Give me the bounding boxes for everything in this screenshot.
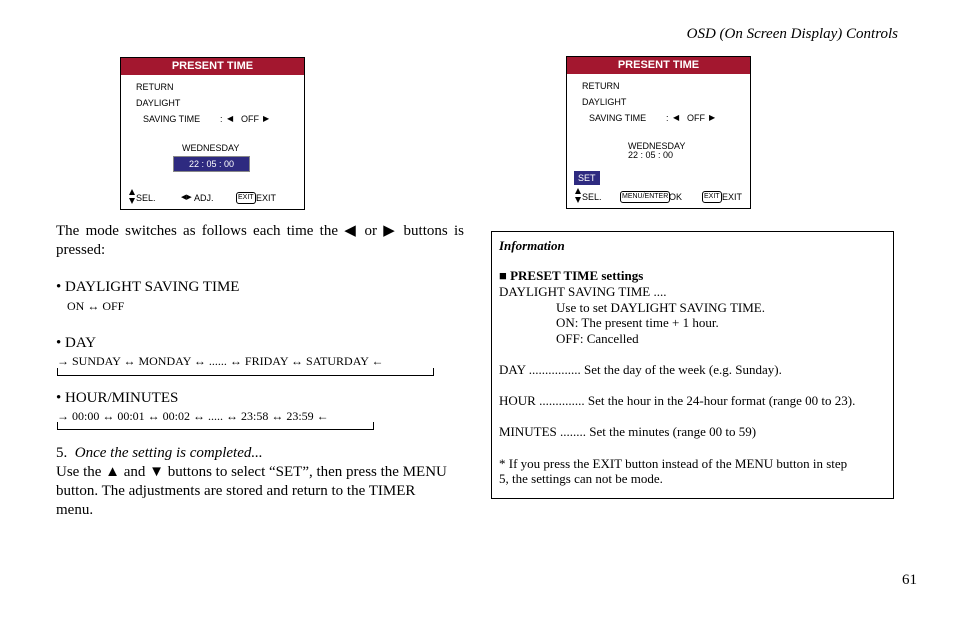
osd-saving-time: SAVING TIME [143,114,201,124]
hour-loop-line [57,422,374,430]
day-sequence: → SUNDAY ↔ MONDAY ↔ ...... ↔ FRIDAY ↔ SATURDAY ← [57,354,384,368]
osd-ok: OK [669,192,683,202]
info-day: DAY ................ Set the day of the week (e.g. Sunday). [499,362,782,377]
step-number: 5. [56,445,68,461]
osd-saving-time: SAVING TIME [589,113,647,123]
osd-sel: SEL. [582,192,602,202]
osd-sel: SEL. [136,193,156,203]
info-dst-label: DAYLIGHT SAVING TIME .... [499,284,667,299]
info-subheading: ■ PRESET TIME settings [499,268,644,283]
osd-title: PRESENT TIME [567,57,750,74]
info-dst-desc-1: Use to set DAYLIGHT SAVING TIME. [556,300,765,315]
step-title: Once the setting is completed... [74,445,263,461]
osd-colon: : [220,114,223,124]
day-heading: • DAY [56,335,97,351]
osd-set-button[interactable]: SET [574,171,600,185]
osd-off-value: OFF [687,113,705,123]
page-number: 61 [902,572,917,588]
information-box [491,231,894,499]
step-line-3: menu. [56,502,94,518]
info-heading: Information [499,238,565,253]
up-down-arrow-icon [575,188,581,203]
exit-key-icon: EXIT [236,191,256,204]
hour-sequence: → 00:00 ↔ 00:01 ↔ 00:02 ↔ ..... ↔ 23:58 ↔ 23:59 ← [57,409,329,423]
right-arrow-icon: ▶ [709,113,716,122]
osd-day: WEDNESDAY [628,141,686,151]
osd-time-display: 22 : 05 : 00 [173,156,250,172]
osd-daylight: DAYLIGHT [582,97,627,107]
osd-title: PRESENT TIME [121,58,304,75]
osd-screen-left [120,57,305,210]
info-dst-desc-2: ON: The present time + 1 hour. [556,315,719,330]
up-down-arrow-icon [129,189,135,204]
page-header: OSD (On Screen Display) Controls [686,26,898,42]
osd-return: RETURN [136,82,174,92]
info-dst-desc-3: OFF: Cancelled [556,331,639,346]
dst-sequence: ON ↔ OFF [67,299,125,313]
osd-adj: ADJ. [194,193,214,203]
step-heading [56,444,263,463]
osd-daylight: DAYLIGHT [136,98,181,108]
osd-time-display: 22 : 05 : 00 [628,150,674,160]
hour-heading: • HOUR/MINUTES [56,390,179,406]
osd-return: RETURN [582,81,620,91]
step-line-2: button. The adjustments are stored and return to the TIMER [56,483,416,499]
osd-exit: EXIT [722,192,743,202]
exit-key-icon: EXIT [702,190,722,203]
left-arrow-icon: ◀ [673,113,680,122]
info-hour: HOUR .............. Set the hour in the 24-hour format (range 00 to 23). [499,393,856,408]
osd-day: WEDNESDAY [182,143,240,153]
osd-off-value: OFF [241,114,259,124]
left-arrow-icon: ◀ [227,114,234,123]
osd-colon: : [666,113,669,123]
day-loop-line [57,368,434,376]
menu-enter-key-icon: MENU/ENTER [620,190,670,203]
osd-screen-right [566,56,751,209]
intro-paragraph: The mode switches as follows each time the ◀ or ▶ buttons is pressed: [56,223,464,258]
info-minutes: MINUTES ........ Set the minutes (range 00 to 59) [499,424,757,439]
info-note-2: 5, the settings can not be mode. [499,471,663,486]
step-line-1: Use the ▲ and ▼ buttons to select “SET”, then press the MENU [56,464,447,480]
dst-heading: • DAYLIGHT SAVING TIME [56,279,240,295]
info-note-1: * If you press the EXIT button instead of the MENU button in step [499,456,848,471]
osd-exit: EXIT [256,193,277,203]
right-arrow-icon: ▶ [263,114,270,123]
left-right-arrow-icon: ◀▶ [181,194,192,201]
